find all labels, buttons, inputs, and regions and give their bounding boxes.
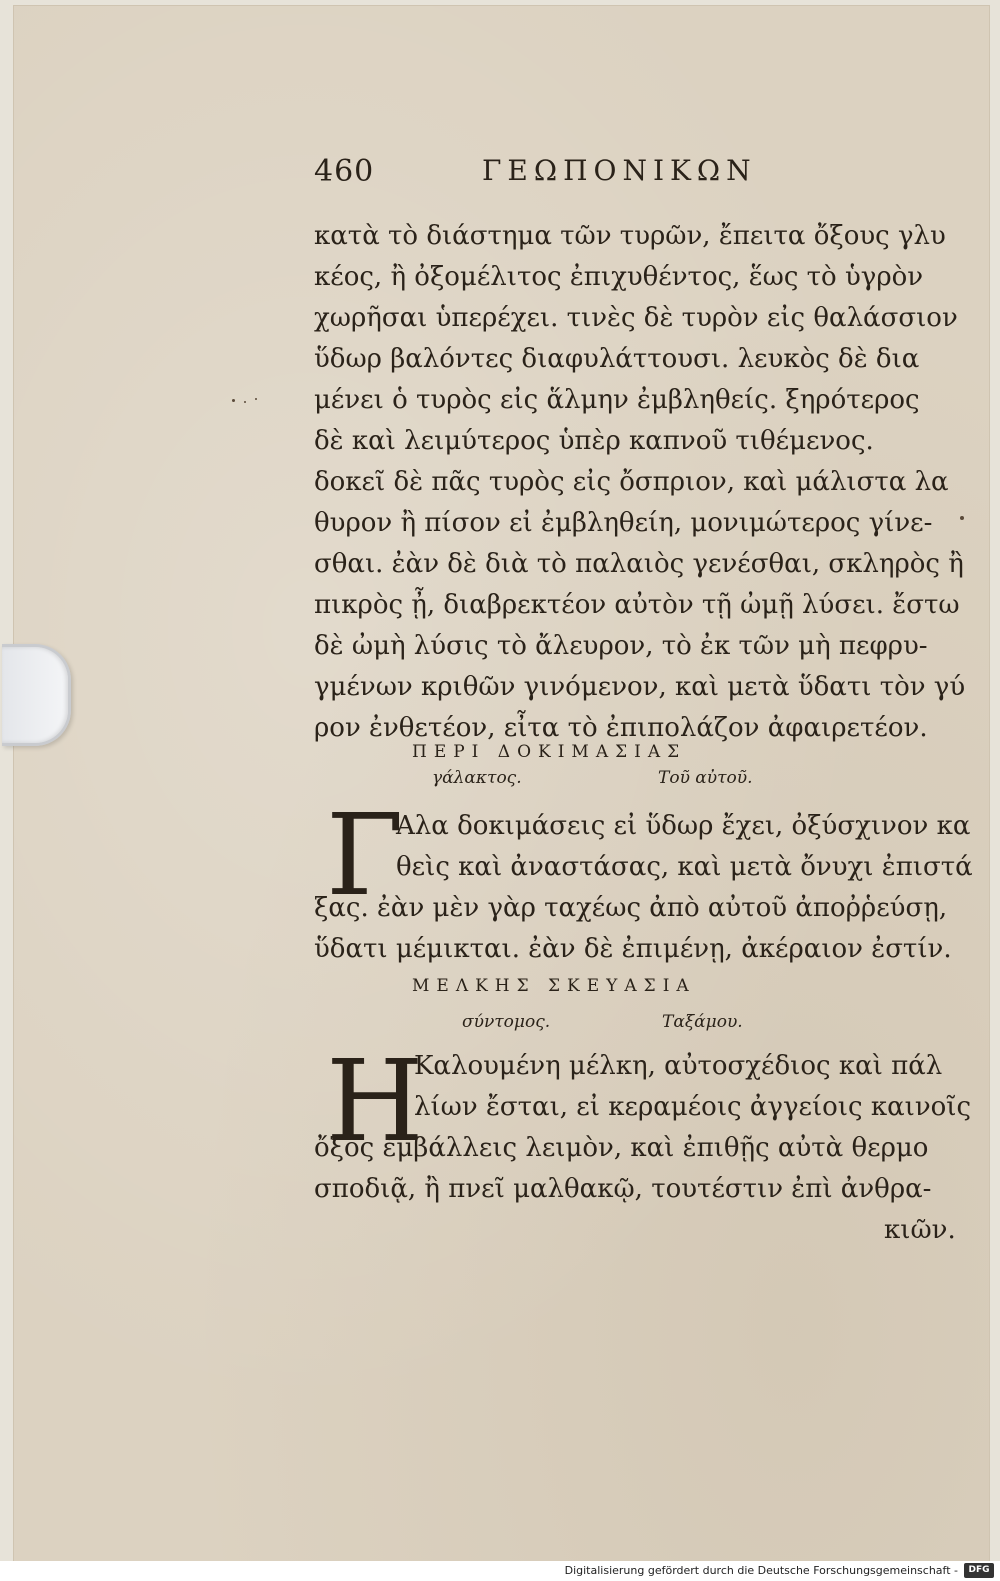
text-line: θυρον ἢ πίσον εἰ ἐμβληθείη, μονιμώτερος γίνε-: [314, 508, 933, 538]
text-line: δὲ καὶ λειμύτερος ὑπὲρ καπνοῦ τιθέμενος.: [314, 426, 874, 456]
section-subtitle-left: γάλακτος.: [432, 768, 522, 788]
text-line: κέος, ἢ ὀξομέλιτος ἐπιχυθέντος, ἕως τὸ ὑγρὸν: [314, 262, 924, 292]
section-title-melkes: ΜΕΛΚΗΣ ΣΚΕΥΑΣΙΑ: [412, 976, 696, 996]
text-line: λίων ἔσται, εἰ κεραμέοις ἀγγείοις καινοῖς: [414, 1092, 972, 1122]
text-line: ὕδατι μέμικται. ἐὰν δὲ ἐπιμένῃ, ἀκέραιον ἐστίν.: [314, 934, 952, 964]
section1-lines-bottom: [314, 888, 952, 970]
text-line: ξας. ἐὰν μὲν γὰρ ταχέως ἀπὸ αὐτοῦ ἀποῤῥεύσῃ,: [314, 893, 948, 923]
page-number: 460: [314, 154, 375, 189]
section-subtitle-left: σύντομος.: [462, 1012, 551, 1032]
dfg-logo: DFG: [964, 1563, 994, 1578]
text-line: σθαι. ἐὰν δὲ διὰ τὸ παλαιὸς γενέσθαι, σκληρὸς ἢ: [314, 549, 964, 579]
text-line: κατὰ τὸ διάστημα τῶν τυρῶν, ἔπειτα ὄξους γλυ: [314, 221, 946, 251]
text-line: δὲ ὠμὴ λύσις τὸ ἄλευρον, τὸ ἐκ τῶν μὴ πεφρυ-: [314, 631, 928, 661]
text-line: χωρῆσαι ὑπερέχει. τινὲς δὲ τυρὸν εἰς θαλάσσιον: [314, 303, 958, 333]
text-line: θεὶς καὶ ἀναστάσας, καὶ μετὰ ὄνυχι ἐπιστά: [396, 852, 973, 882]
section-title-dokimasia: ΠΕΡΙ ΔΟΚΙΜΑΣΙΑΣ: [412, 742, 687, 762]
section1-lines-top: [396, 806, 973, 888]
text-line: δοκεῖ δὲ πᾶς τυρὸς εἰς ὄσπριον, καὶ μάλιστα λα: [314, 467, 949, 497]
text-line: γμένων κριθῶν γινόμενον, καὶ μετὰ ὕδατι τὸν γύ: [314, 672, 966, 702]
paragraph-continued: [314, 216, 966, 749]
text-line: μένει ὁ τυρὸς εἰς ἅλμην ἐμβληθείς. ξηρότερος: [314, 385, 920, 415]
text-line: Αλα δοκιμάσεις εἰ ὕδωρ ἔχει, ὀξύσχινον κα: [396, 811, 971, 841]
text-line: κιῶν.: [884, 1215, 956, 1245]
text-line: ρον ἐνθετέον, εἶτα τὸ ἐπιπολάζον ἀφαιρετέον.: [314, 713, 928, 743]
section-subtitle-right: Ταξάμου.: [662, 1012, 743, 1032]
text-line: ὕδωρ βαλόντες διαφυλάττουσι. λευκὸς δὲ δια: [314, 344, 920, 374]
page-header: [314, 154, 774, 194]
text-line: ὄξος ἐμβάλλεις λειμὸν, καὶ ἐπιθῇς αὐτὰ θερμο: [314, 1133, 929, 1163]
drop-cap-gamma: Γ: [326, 791, 404, 921]
drop-cap-eta: Η: [326, 1037, 424, 1167]
paper-clip: [2, 644, 71, 746]
section2-lines-top: [414, 1046, 971, 1128]
section2-lines-bottom: [314, 1128, 931, 1210]
text-line: πικρὸς ᾖ, διαβρεκτέον αὐτὸν τῇ ὠμῇ λύσει. ἔστω: [314, 590, 960, 620]
section-subtitle-right: Τοῦ αὐτοῦ.: [658, 768, 753, 788]
text-line: Καλουμένη μέλκη, αὐτοσχέδιος καὶ πάλ: [414, 1051, 943, 1081]
digitization-footer: [0, 1561, 1000, 1581]
section2-last-word: [884, 1210, 956, 1251]
text-line: σποδιᾷ, ἢ πνεῖ μαλθακῷ, τουτέστιν ἐπὶ ἀνθρα-: [314, 1174, 932, 1204]
running-title: ΓΕΩΠΟΝΙΚΩΝ: [482, 154, 757, 187]
funding-notice: Digitalisierung gefördert durch die Deutsche Forschungsgemeinschaft -: [564, 1564, 958, 1577]
